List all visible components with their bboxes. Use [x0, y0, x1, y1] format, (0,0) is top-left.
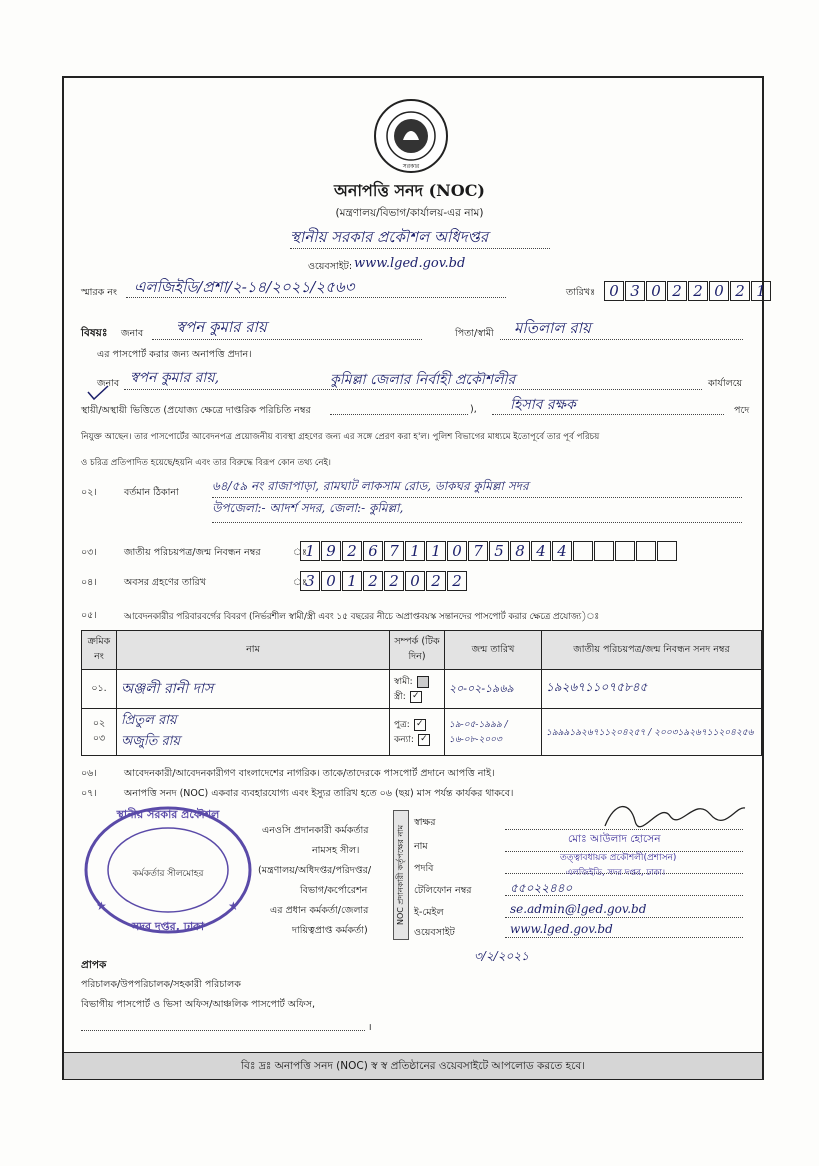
row-relation: [390, 670, 445, 709]
svg-text:★: ★: [96, 899, 107, 913]
field-name: নাম: [414, 841, 428, 852]
office-name-line: [290, 248, 550, 249]
checkbox-daughter: ✓: [418, 734, 430, 746]
retire-digit: 2: [447, 571, 467, 591]
address-line-1: ৬৪/৫৯ নং রাজাপাড়া, রামঘাট লাকসাম রোড, ডাকঘর কুমিল্লা সদর: [212, 479, 529, 493]
nid-digit: 4: [552, 541, 572, 561]
nid-digit: 1: [426, 541, 446, 561]
item-4-colon: ঃ: [293, 577, 307, 588]
row-dob: ১৯-০৫-১৯৯৯ / ১৬-০৮-২০০৩: [445, 709, 542, 756]
recipient-label: প্রাপক: [81, 959, 107, 971]
row-names: [117, 709, 390, 756]
subject-name-line: [152, 339, 422, 340]
body-line-2-close: ),: [470, 404, 477, 415]
row-nid: ১৯৯৯১৯২৬৭১১২০৪২৫৭ / ২০০৩১৯২৬৭১১২০৪২৫৬: [542, 709, 762, 756]
field-phone: টেলিফোন নম্বর: [414, 885, 472, 896]
date-digit: 2: [667, 281, 687, 301]
body-designation: হিসাব রক্ষক: [510, 397, 576, 413]
child-name-2: অজুতি রায়: [121, 734, 181, 749]
body-post-suffix: পদে: [734, 405, 750, 416]
nid-digit: 1: [300, 541, 320, 561]
subject-line-2: এর পাসপোর্ট করার জন্য অনাপত্তি প্রদান।: [97, 349, 252, 360]
officer-label-4: বিভাগ/কর্পোরেশন: [300, 885, 368, 896]
relation-husband: স্বামী:: [394, 677, 413, 687]
item-5-label: আবেদনকারীর পরিবারবর্গের বিবরণ (নির্ভরশীল স্বামী/স্ত্রী এবং ১৫ বছরের নীচে অপ্রাপ্তবয়স্ক সন্তানদের পাসপোর্ট করার ক্ষেত্রে প্রযোজ্য)ঃ: [124, 612, 600, 622]
date-digit: 0: [604, 281, 624, 301]
retire-digit: 0: [405, 571, 425, 591]
row-serial: ০১.: [82, 670, 117, 709]
body-id-line: [330, 414, 468, 415]
officer-label-1: এনওসি প্রদানকারী কর্মকর্তার: [262, 825, 369, 836]
nid-digit: 1: [405, 541, 425, 561]
item-5-number: ০৫।: [81, 610, 97, 621]
date-boxes: [604, 281, 772, 301]
field-email: ই-মেইল: [414, 907, 444, 918]
svg-text:স্থানীয় সরকার প্রকৌশল: স্থানীয় সরকার প্রকৌশল: [116, 808, 220, 821]
subject-name: স্বপন কুমার রায়: [176, 318, 267, 336]
nid-digit: [636, 541, 656, 561]
officer-label-5: এর প্রধান কর্মকর্তা/জেলার: [270, 905, 369, 916]
officer-signature-icon: [600, 796, 750, 836]
noc-authority-band: NOC প্রদানকারী কর্তৃপক্ষের নাম: [393, 810, 409, 940]
body-office: কুমিল্লা জেলার নির্বাহী প্রকৌশলীর: [330, 372, 516, 388]
officer-org-stamp: এলজিইডি, সদর দপ্তর, ঢাকা।: [566, 868, 666, 878]
body-office-line: [124, 389, 702, 390]
officer-label-6: দায়িত্বপ্রাপ্ত কর্মকর্তা): [292, 925, 368, 936]
father-label: পিতা/স্বামী: [455, 328, 494, 339]
website-label: ওয়েবসাইট:: [308, 261, 353, 272]
item-3-number: ০৩।: [81, 547, 97, 558]
relation-son: পুত্র:: [394, 720, 410, 730]
memo-value: এলজিইডি/প্রশা/২-১৪/২০২১/২৫৬৩: [134, 278, 355, 296]
col-nid: জাতীয় পরিচয়পত্র/জন্ম নিবন্ধন সনদ নম্বর: [542, 631, 762, 670]
checkbox-son: ✓: [414, 719, 426, 731]
retire-digit: 3: [300, 571, 320, 591]
checkmark-icon: [86, 384, 110, 402]
body-mr-label: জনাব: [97, 378, 120, 389]
nid-digit: 4: [531, 541, 551, 561]
retire-digit: 1: [342, 571, 362, 591]
document-title: অনাপত্তি সনদ (NOC): [333, 181, 486, 200]
memo-label: স্মারক নং: [81, 287, 118, 298]
item-3-colon: ঃ: [293, 547, 307, 558]
nid-digit: 0: [447, 541, 467, 561]
field-designation: পদবি: [414, 863, 434, 874]
nid-digit: 7: [384, 541, 404, 561]
item-7-number: ০৭।: [81, 788, 97, 799]
document-subtitle: (মন্ত্রণালয়/বিভাগ/কার্যালয়-এর নাম): [335, 207, 484, 219]
recipient-line-2: বিভাগীয় পাসপোর্ট ও ভিসা অফিস/আঞ্চলিক পাসপোর্ট অফিস,: [81, 999, 316, 1010]
field-website: ওয়েবসাইট: [414, 927, 455, 938]
col-name: নাম: [117, 631, 390, 670]
government-emblem-icon: [373, 98, 449, 174]
date-digit: 2: [688, 281, 708, 301]
item-7-text: অনাপত্তি সনদ (NOC) একবার ব্যবহারযোগ্য এবং ইস্যুর তারিখ হতে ০৬ (ছয়) মাস পর্যন্ত কার্যকর থাকবে।: [124, 788, 514, 799]
item-6-text: আবেদনকারী/আবেদনকারীগণ বাংলাদেশের নাগরিক। তাকে/তাদেরকে পাসপোর্ট প্রদানে আপত্তি নাই।: [124, 768, 495, 779]
svg-text:★: ★: [228, 899, 239, 913]
relation-daughter: কন্যা:: [394, 735, 414, 745]
col-relation: সম্পর্ক (টিক দিন): [390, 631, 445, 670]
nid-digit: 7: [468, 541, 488, 561]
subject-mr-label: জনাব: [121, 328, 144, 339]
body-designation-line: [492, 414, 724, 415]
family-table: [81, 630, 762, 756]
col-serial: ক্রমিক নং: [82, 631, 117, 670]
date-digit: 2: [730, 281, 750, 301]
officer-email: se.admin@lged.gov.bd: [510, 902, 647, 916]
item-3-label: জাতীয় পরিচয়পত্র/জন্ম নিবন্ধন নম্বর: [124, 547, 261, 558]
nid-digit: 8: [510, 541, 530, 561]
relation-wife: স্ত্রী:: [394, 692, 406, 702]
col-dob: জন্ম তারিখ: [445, 631, 542, 670]
body-office-suffix: কার্যালয়ে: [708, 378, 743, 389]
svg-text:সদর দপ্তর, ঢাকা: সদর দপ্তর, ঢাকা: [131, 920, 205, 933]
row-serial: ০২ ০৩: [82, 709, 117, 756]
item-6-number: ০৬।: [81, 768, 97, 779]
row-relation: [390, 709, 445, 756]
nid-digit: [657, 541, 677, 561]
memo-line: [126, 297, 506, 298]
officer-name-stamp: মোঃ আউলাদ হোসেন: [568, 833, 661, 845]
officer-website: www.lged.gov.bd: [510, 922, 613, 936]
subject-label: বিষয়ঃ: [81, 327, 108, 339]
website-value: www.lged.gov.bd: [354, 256, 466, 271]
body-name: স্বপন কুমার রায়,: [130, 370, 220, 386]
body-line-3: নিযুক্ত আছেন। তার পাসপোর্টের আবেদনপত্র প্রয়োজনীয় ব্যবস্থা গ্রহণের জন্য এর সঙ্গে প্রেরণ করা হ'ল। পুলিশ বিভাগের মাধ্যমে ইতোপূর্বে তার পূর্ব পরিচয়: [81, 432, 600, 442]
date-digit: 3: [625, 281, 645, 301]
child-name-1: প্রিতুল রায়: [121, 713, 177, 728]
officer-label-3: (মন্ত্রণালয়/অধিদপ্তর/পরিদপ্তর/: [258, 865, 372, 876]
officer-label-2: নামসহ সীল।: [312, 845, 360, 856]
retire-digit: 2: [384, 571, 404, 591]
date-digit: 0: [709, 281, 729, 301]
item-2-label: বর্তমান ঠিকানা: [124, 487, 179, 498]
svg-text:সরকার: সরকার: [402, 163, 420, 170]
recipient-line-3: [81, 1030, 365, 1031]
row-name: অঞ্জলী রানী দাস: [117, 670, 390, 709]
nid-digit: [573, 541, 593, 561]
address-line-2: উপজেলা:- আদর্শ সদর, জেলা:- কুমিল্লা,: [212, 501, 404, 515]
signature-date: ৩/২/২০২১: [474, 949, 529, 963]
father-name: মতিলাল রায়: [514, 319, 591, 337]
officer-title-stamp: তত্ত্বাবধায়ক প্রকৌশলী(প্রশাসন): [560, 853, 677, 863]
checkbox-wife: ✓: [410, 691, 422, 703]
address-line-2-rule: [212, 522, 742, 523]
office-name: স্থানীয় সরকার প্রকৌশল অধিদপ্তর: [290, 228, 489, 246]
address-line-1-rule: [212, 497, 742, 498]
nid-boxes: [300, 541, 678, 561]
nid-digit: [594, 541, 614, 561]
date-digit: 1: [751, 281, 771, 301]
table-row: [82, 709, 762, 756]
father-name-line: [500, 339, 743, 340]
item-2-number: ০২।: [81, 487, 97, 498]
website-line: [505, 937, 743, 938]
retirement-date-boxes: [300, 571, 468, 591]
recipient-line-1: পরিচালক/উপপরিচালক/সহকারী পরিচালক: [81, 979, 241, 990]
item-4-label: অবসর গ্রহণের তারিখ: [124, 577, 207, 588]
svg-text:কর্মকর্তার সীলমোহর: কর্মকর্তার সীলমোহর: [132, 869, 204, 879]
retire-digit: 0: [321, 571, 341, 591]
checkbox-husband: [417, 676, 429, 688]
retire-digit: 2: [363, 571, 383, 591]
retire-digit: 2: [426, 571, 446, 591]
row-dob: ২০-০২-১৯৬৯: [445, 670, 542, 709]
nid-digit: 9: [321, 541, 341, 561]
date-label: তারিখঃ: [566, 287, 596, 298]
recipient-line-3-end: ।: [368, 1022, 372, 1033]
nid-digit: 6: [363, 541, 383, 561]
table-row: [82, 670, 762, 709]
nid-digit: 5: [489, 541, 509, 561]
date-digit: 0: [646, 281, 666, 301]
field-signature: স্বাক্ষর: [414, 817, 436, 828]
nid-digit: 2: [342, 541, 362, 561]
body-line-2: স্থায়ী/অস্থায়ী ভিত্তিতে (প্রযোজ্য ক্ষেত্রে দাপ্তরিক পরিচিতি নম্বর: [81, 405, 311, 416]
nid-digit: [615, 541, 635, 561]
email-line: [505, 917, 743, 918]
footer-note: বিঃ দ্রঃ অনাপত্তি সনদ (NOC) স্ব স্ব প্রতিষ্ঠানের ওয়েবসাইটে আপলোড করতে হবে।: [64, 1052, 762, 1079]
officer-phone: ৫৫০২২৪৪০: [510, 881, 573, 895]
body-line-4: ও চরিত্র প্রতিপাদিত হয়েছে/হয়নি এবং তার বিরুদ্ধে বিরূপ কোন তথ্য নেই।: [81, 458, 331, 468]
office-seal-icon: [78, 800, 258, 940]
row-nid: ১৯২৬৭১১০৭৫৮৪৫: [542, 670, 762, 709]
item-4-number: ০৪।: [81, 577, 97, 588]
